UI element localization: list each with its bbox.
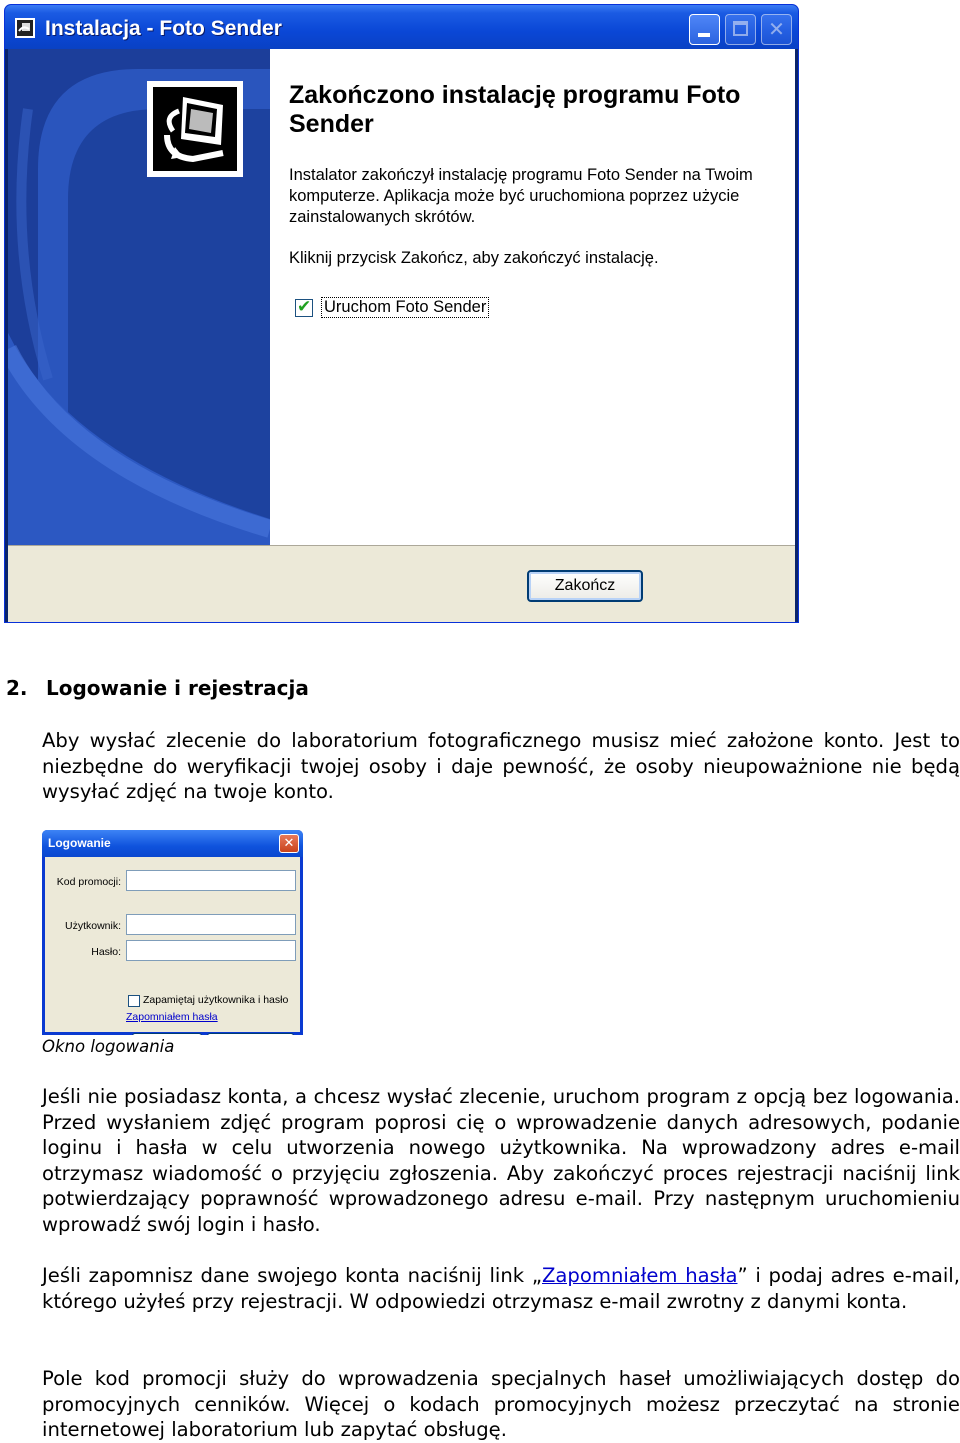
close-button[interactable] xyxy=(761,14,792,45)
login-button[interactable] xyxy=(132,1033,202,1035)
section-heading xyxy=(6,676,309,700)
installer-window-title: Instalacja - Foto Sender xyxy=(45,17,282,40)
password-label: Hasło: xyxy=(91,946,121,958)
close-icon: ✕ xyxy=(768,17,785,41)
maximize-icon xyxy=(733,21,748,36)
run-app-checkbox[interactable] xyxy=(295,299,313,317)
login-window-title: Logowanie xyxy=(48,836,111,850)
remember-checkbox[interactable] xyxy=(128,995,140,1007)
installer-logo xyxy=(147,81,243,177)
maximize-button[interactable] xyxy=(725,14,756,45)
installer-client-area xyxy=(8,49,795,621)
run-app-checkbox-label[interactable]: Uruchom Foto Sender xyxy=(321,297,489,318)
forgot-text-before: Jeśli zapomnisz dane swojego konta naciśnij link „ xyxy=(42,1264,542,1287)
remember-checkbox-label[interactable]: Zapamiętaj użytkownika i hasło xyxy=(143,994,289,1006)
installer-instruction: Kliknij przycisk Zakończ, aby zakończyć instalację. xyxy=(289,249,659,267)
installer-heading: Zakończono instalację programu Foto Sender xyxy=(289,81,741,138)
installer-app-icon xyxy=(13,16,39,40)
paragraph-promo-code: Pole kod promocji służy do wprowadzenia specjalnych haseł umożliwiających dostęp do promocyjnych cenników. Więcej o kodach promocyjnych możesz przeczytać na stronie internetowej laboratorium lub zapytać obsługę. xyxy=(42,1367,960,1442)
login-window xyxy=(42,830,303,1035)
installer-title-bar[interactable] xyxy=(5,5,798,49)
paragraph-forgot-password xyxy=(42,1263,960,1314)
installer-footer xyxy=(8,545,795,622)
section-title-text: Logowanie i rejestracja xyxy=(46,676,309,700)
no-login-button[interactable] xyxy=(207,1033,294,1035)
computer-icon xyxy=(153,87,237,171)
installer-window xyxy=(4,4,799,623)
installer-description: Instalator zakończył instalację programu Foto Sender na Twoim komputerze. Aplikacja może być uruchomiona poprzez użycie zainstalowanych skrótów. xyxy=(289,166,753,226)
login-close-button[interactable] xyxy=(279,834,299,853)
password-input[interactable] xyxy=(126,940,296,961)
forgot-password-inline-link[interactable]: Zapomniałem hasła xyxy=(542,1264,738,1287)
close-icon: ✕ xyxy=(283,836,295,851)
forgot-text-after: ” i podaj adres e-mail, którego użyłeś przy rejestracji. W odpowiedzi otrzymasz e-mail zwrotny z danymi konta. xyxy=(42,1264,960,1313)
login-client-area xyxy=(45,857,300,1032)
minimize-button[interactable] xyxy=(689,14,720,45)
login-window-caption: Okno logowania xyxy=(42,1037,175,1056)
minimize-icon xyxy=(698,33,710,37)
username-label: Użytkownik: xyxy=(64,920,121,932)
forgot-password-link[interactable]: Zapomniałem hasła xyxy=(126,1011,218,1023)
installer-side-banner xyxy=(8,49,270,545)
promo-code-label: Kod promocji: xyxy=(56,876,121,888)
username-input[interactable] xyxy=(126,914,296,935)
finish-button[interactable]: Zakończ xyxy=(527,570,643,602)
promo-code-input[interactable] xyxy=(126,870,296,891)
login-title-bar[interactable] xyxy=(42,830,303,857)
section-number: 2. xyxy=(6,676,28,700)
paragraph-registration: Jeśli nie posiadasz konta, a chcesz wysłać zlecenie, uruchom program z opcją bez logowania. Przed wysłaniem zdjęć program poprosi cię o wprowadzenie danych adresowych, podanie loginu i hasła w celu utworzenia nowego użytkownika. Na wprowadzony adres e-mail otrzymasz wiadomość o przyjęciu zgłoszenia. Aby zakończyć proces rejestracji naciśnij link potwierdzający poprawność wprowadzonego adresu e-mail. Przy następnym uruchomieniu wprowadź swój login i hasło. xyxy=(42,1085,960,1236)
paragraph-account-required: Aby wysłać zlecenie do laboratorium fotograficznego musisz mieć założone konto. Jest to niezbędne do weryfikacji twojej osoby i daje pewność, że osoby nieupoważnione nie będą wysyłać zdjęć na twoje konto. xyxy=(42,729,960,804)
checkmark-icon: ✔ xyxy=(297,297,312,317)
